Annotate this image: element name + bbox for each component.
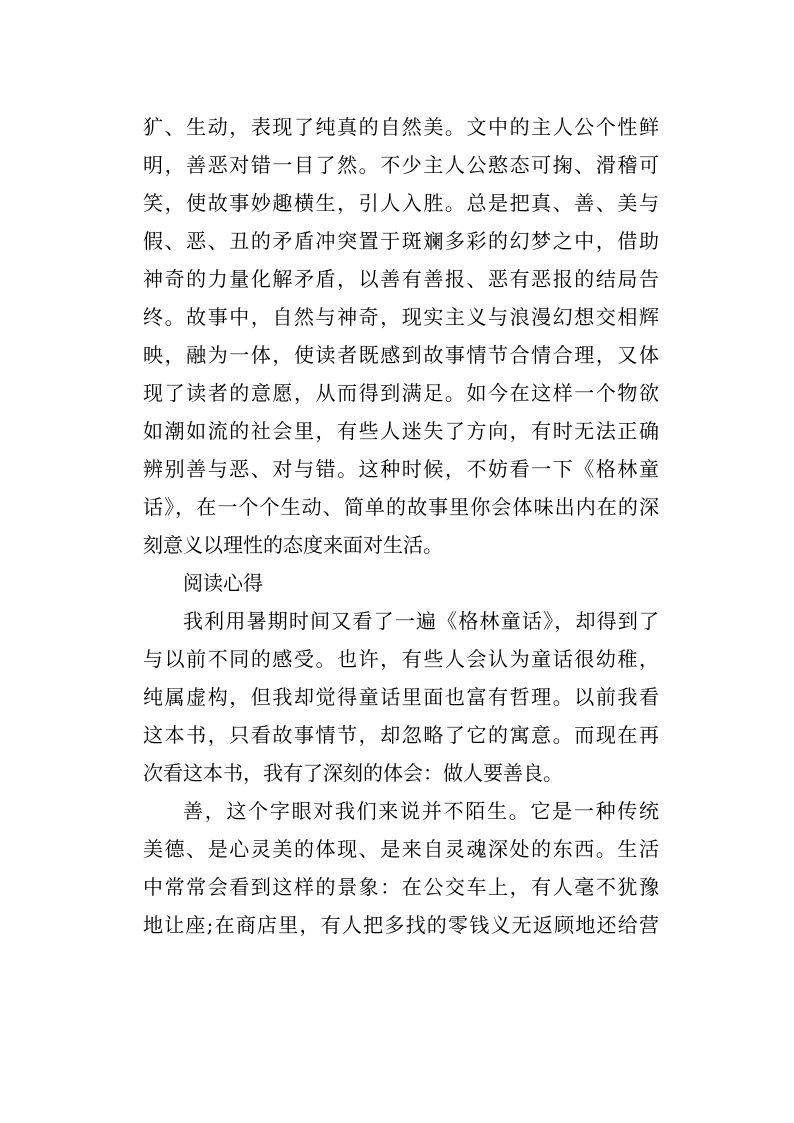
text-line: 神奇的力量化解矛盾，以善有善报、恶有恶报的结局告 (143, 267, 659, 291)
text-line: 次看这本书，我有了深刻的体会：做人要善良。 (143, 761, 563, 785)
text-line: 辨别善与恶、对与错。这种时候，不妨看一下《格林童 (143, 457, 659, 481)
text-line: 与以前不同的感受。也许，有些人会认为童话很幼稚， (143, 647, 659, 671)
section-heading: 阅读心得 (183, 571, 263, 595)
text-line: 我利用暑期时间又看了一遍《格林童话》，却得到了 (183, 609, 659, 633)
text-line: 明，善恶对错一目了然。不少主人公憨态可掬、滑稽可 (143, 153, 659, 177)
text-line: 终。故事中，自然与神奇，现实主义与浪漫幻想交相辉 (143, 305, 659, 329)
text-line: 如潮如流的社会里，有些人迷失了方向，有时无法正确 (143, 419, 659, 443)
text-line: 话》，在一个个生动、简单的故事里你会体味出内在的深 (143, 495, 659, 519)
text-line: 善，这个字眼对我们来说并不陌生。它是一种传统 (183, 799, 659, 823)
text-line: 美德、是心灵美的体现、是来自灵魂深处的东西。生活 (143, 837, 659, 861)
text-line: 犷、生动，表现了纯真的自然美。文中的主人公个性鲜 (143, 115, 659, 139)
text-line: 笑，使故事妙趣横生，引人入胜。总是把真、善、美与 (143, 191, 659, 215)
text-line: 映，融为一体，使读者既感到故事情节合情合理，又体 (143, 343, 659, 367)
text-line: 假、恶、丑的矛盾冲突置于斑斓多彩的幻梦之中，借助 (143, 229, 659, 253)
text-line: 中常常会看到这样的景象：在公交车上，有人毫不犹豫 (143, 875, 659, 899)
text-line: 现了读者的意愿，从而得到满足。如今在这样一个物欲 (143, 381, 659, 405)
text-line: 地让座;在商店里，有人把多找的零钱义无返顾地还给营 (143, 913, 659, 937)
text-line: 这本书，只看故事情节，却忽略了它的寓意。而现在再 (143, 723, 659, 747)
text-line: 纯属虚构，但我却觉得童话里面也富有哲理。以前我看 (143, 685, 659, 709)
text-line: 刻意义以理性的态度来面对生活。 (143, 533, 443, 557)
